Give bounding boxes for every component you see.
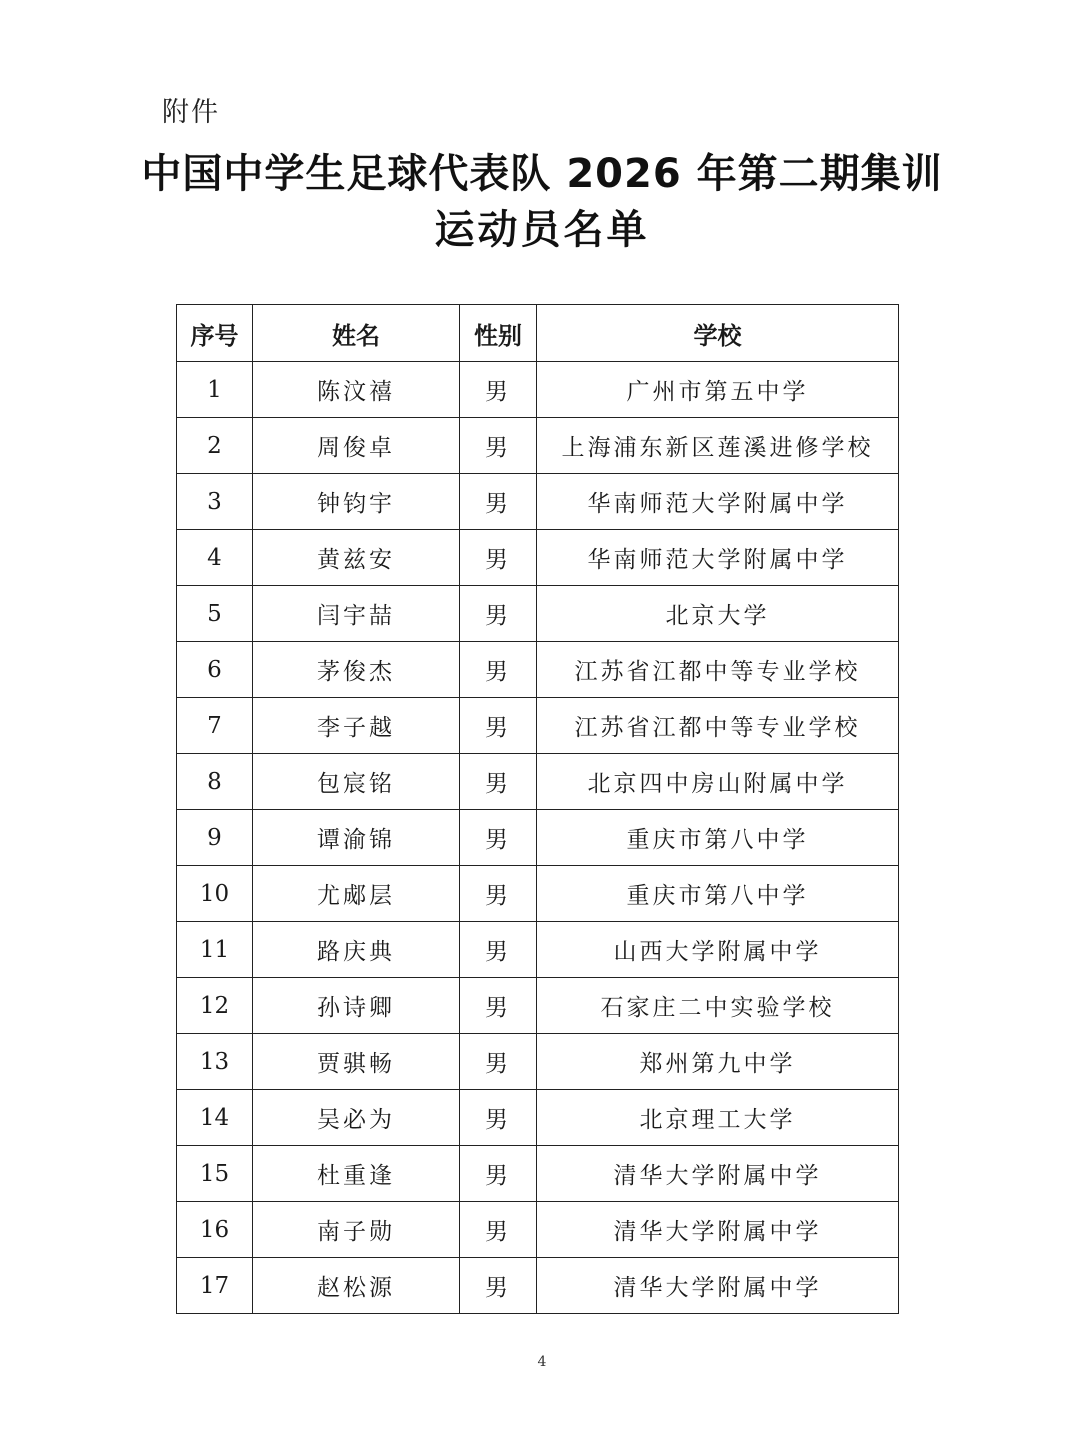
table-row (177, 418, 899, 474)
table-row (177, 810, 899, 866)
cell-number: 4 (177, 530, 253, 586)
cell-number: 8 (177, 754, 253, 810)
cell-name: 周俊卓 (253, 418, 460, 474)
page-number: 4 (537, 1354, 547, 1370)
cell-gender: 男 (460, 1146, 537, 1202)
header-number: 序号 (177, 305, 253, 362)
cell-school: 江苏省江都中等专业学校 (537, 698, 899, 754)
table-row (177, 586, 899, 642)
cell-school: 重庆市第八中学 (537, 866, 899, 922)
cell-number: 14 (177, 1090, 253, 1146)
cell-number: 3 (177, 474, 253, 530)
cell-gender: 男 (460, 362, 537, 418)
cell-school: 华南师范大学附属中学 (537, 530, 899, 586)
cell-name: 陈汶禧 (253, 362, 460, 418)
cell-name: 路庆典 (253, 922, 460, 978)
cell-number: 1 (177, 362, 253, 418)
cell-number: 16 (177, 1202, 253, 1258)
cell-gender: 男 (460, 1090, 537, 1146)
cell-gender: 男 (460, 698, 537, 754)
cell-name: 吴必为 (253, 1090, 460, 1146)
cell-name: 贾骐畅 (253, 1034, 460, 1090)
cell-name: 包宸铭 (253, 754, 460, 810)
cell-gender: 男 (460, 1034, 537, 1090)
cell-gender: 男 (460, 418, 537, 474)
cell-school: 山西大学附属中学 (537, 922, 899, 978)
attachment-label: 附件 (162, 97, 220, 128)
cell-name: 尤郕层 (253, 866, 460, 922)
cell-name: 杜重逢 (253, 1146, 460, 1202)
cell-name: 黄兹安 (253, 530, 460, 586)
cell-name: 孙诗卿 (253, 978, 460, 1034)
table-row (177, 922, 899, 978)
table-header-row (177, 305, 899, 362)
header-gender: 性别 (460, 305, 537, 362)
table-row (177, 642, 899, 698)
cell-school: 石家庄二中实验学校 (537, 978, 899, 1034)
cell-number: 7 (177, 698, 253, 754)
cell-gender: 男 (460, 586, 537, 642)
table-body (177, 362, 899, 1314)
cell-number: 10 (177, 866, 253, 922)
cell-school: 清华大学附属中学 (537, 1202, 899, 1258)
table-row (177, 698, 899, 754)
cell-school: 北京理工大学 (537, 1090, 899, 1146)
cell-gender: 男 (460, 474, 537, 530)
table-row (177, 1146, 899, 1202)
cell-name: 钟钧宇 (253, 474, 460, 530)
table-row (177, 530, 899, 586)
cell-gender: 男 (460, 1202, 537, 1258)
cell-number: 11 (177, 922, 253, 978)
cell-school: 重庆市第八中学 (537, 810, 899, 866)
cell-gender: 男 (460, 978, 537, 1034)
table-row (177, 1258, 899, 1314)
cell-number: 15 (177, 1146, 253, 1202)
cell-number: 17 (177, 1258, 253, 1314)
header-name: 姓名 (253, 305, 460, 362)
table-row (177, 474, 899, 530)
cell-name: 赵松源 (253, 1258, 460, 1314)
table-row (177, 866, 899, 922)
cell-number: 6 (177, 642, 253, 698)
table-row (177, 362, 899, 418)
cell-school: 清华大学附属中学 (537, 1146, 899, 1202)
table-row (177, 1202, 899, 1258)
table-row (177, 1090, 899, 1146)
cell-school: 广州市第五中学 (537, 362, 899, 418)
cell-number: 13 (177, 1034, 253, 1090)
document-title-line-2: 运动员名单 (434, 207, 650, 253)
cell-name: 李子越 (253, 698, 460, 754)
cell-number: 2 (177, 418, 253, 474)
cell-gender: 男 (460, 530, 537, 586)
athlete-roster-table (176, 304, 899, 1314)
cell-school: 上海浦东新区莲溪进修学校 (537, 418, 899, 474)
cell-school: 江苏省江都中等专业学校 (537, 642, 899, 698)
table-header (177, 305, 899, 362)
cell-school: 华南师范大学附属中学 (537, 474, 899, 530)
cell-gender: 男 (460, 866, 537, 922)
cell-gender: 男 (460, 754, 537, 810)
cell-name: 谭渝锦 (253, 810, 460, 866)
cell-name: 茅俊杰 (253, 642, 460, 698)
table-row (177, 1034, 899, 1090)
cell-number: 5 (177, 586, 253, 642)
cell-number: 9 (177, 810, 253, 866)
table-row (177, 754, 899, 810)
cell-school: 北京四中房山附属中学 (537, 754, 899, 810)
cell-school: 清华大学附属中学 (537, 1258, 899, 1314)
cell-number: 12 (177, 978, 253, 1034)
cell-name: 南子勋 (253, 1202, 460, 1258)
header-school: 学校 (537, 305, 899, 362)
cell-gender: 男 (460, 922, 537, 978)
document-title-line-1: 中国中学生足球代表队 2026 年第二期集训 (141, 151, 943, 197)
cell-gender: 男 (460, 1258, 537, 1314)
cell-name: 闫宇喆 (253, 586, 460, 642)
table-row (177, 978, 899, 1034)
cell-gender: 男 (460, 642, 537, 698)
cell-school: 北京大学 (537, 586, 899, 642)
cell-school: 郑州第九中学 (537, 1034, 899, 1090)
cell-gender: 男 (460, 810, 537, 866)
